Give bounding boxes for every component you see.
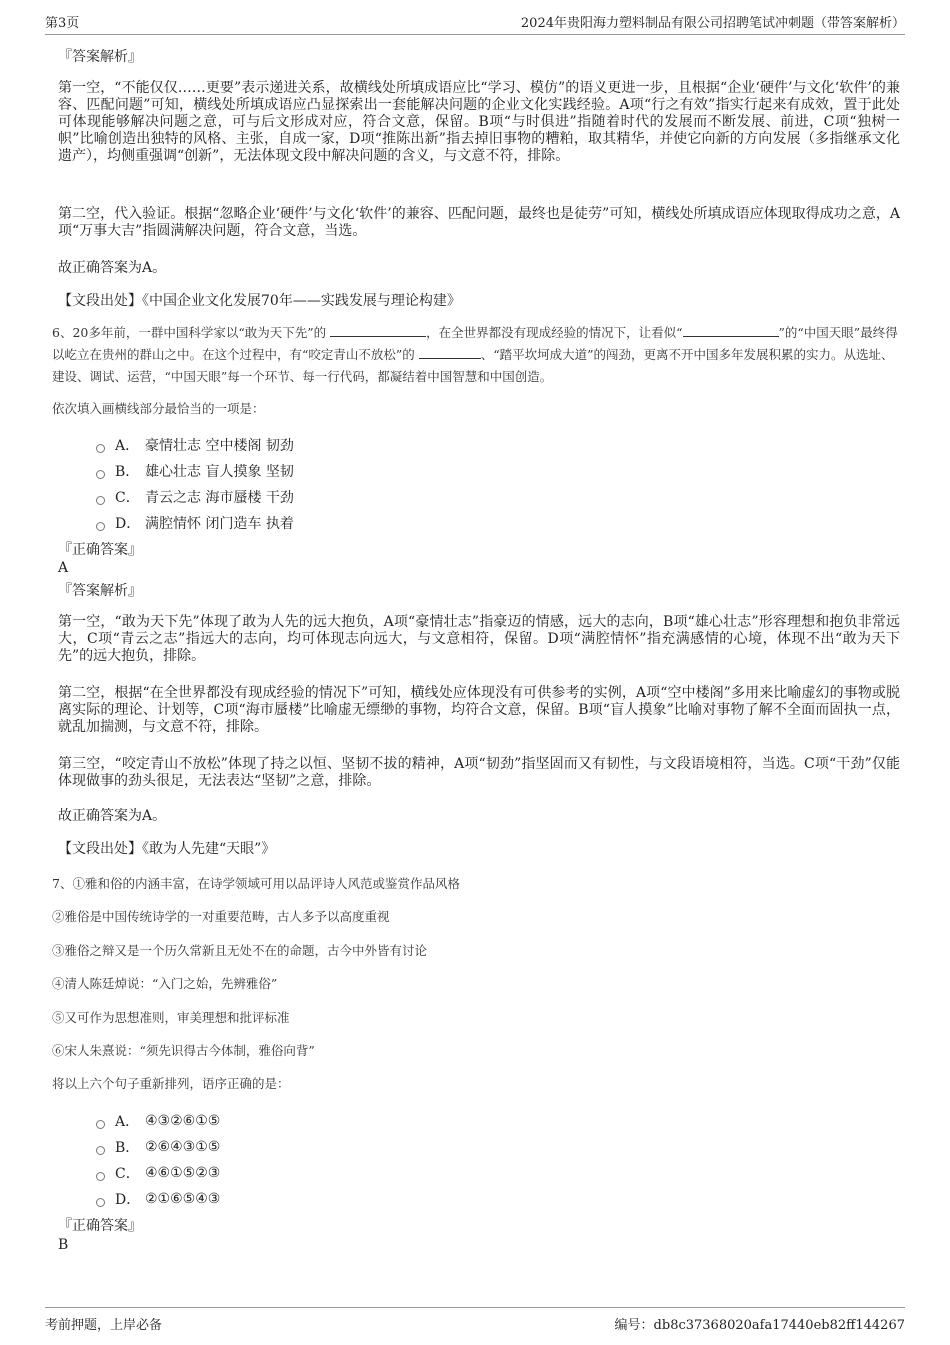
q7-options: [96, 1108, 796, 1212]
q7-sentence-6: ⑥宋人朱熹说：“须先识得古今体制，雅俗向背”: [52, 1043, 315, 1058]
radio-icon[interactable]: [96, 470, 105, 479]
q6-stem-part-3: ”的“中国天眼”最终得以屹立在贵州的群山之中。在这个过程中，有“咬定青山不放松”的: [52, 325, 898, 362]
q6-analysis-label: 『答案解析』: [58, 583, 142, 599]
radio-icon[interactable]: [96, 444, 105, 453]
radio-icon[interactable]: [96, 496, 105, 505]
option-text: 雄心壮志 盲人摸象 坚韧: [145, 464, 294, 480]
q6-blank-1: [330, 324, 426, 337]
q5-analysis-label: 『答案解析』: [58, 49, 142, 65]
q6-stem: [52, 322, 902, 388]
q7-sentence-3: ③雅俗之辩又是一个历久常新且无处不在的命题，古今中外皆有讨论: [52, 943, 428, 958]
q6-answer: A: [58, 560, 69, 576]
q6-conclusion: 故正确答案为A。: [58, 808, 167, 824]
option-letter: A．: [115, 438, 140, 454]
option-text: 青云之志 海市蜃楼 干劲: [145, 490, 294, 506]
radio-icon[interactable]: [96, 1120, 105, 1129]
option-text: ④⑥①⑤②③: [145, 1165, 221, 1181]
q5-analysis-p1: 第一空，“不能仅仅……更要”表示递进关系，故横线处所填成语应比“学习、模仿”的语义更进一步，且根据“企业‘硬件’与文化‘软件’的兼容、匹配问题”可知，横线处所填成语应凸显探索出一套能解决问题的企业文化实践经验。A项“行之有效”指实行起来有成效，置于此处可体现能够解决问题之意，可与后文形成对应，符合文意，保留。B项“与时俱进”指随着时代的发展而不断发展、前进，C项“独树一帜”比喻创造出独特的风格、主张，自成一家，D项“推陈出新”指去掉旧事物的糟粕，取其精华，并使它向新的方向发展（多指继承文化遗产），均侧重强调“创新”，无法体现文段中解决问题的含义，与文意不符，排除。: [58, 80, 900, 164]
q6-option-d[interactable]: [96, 510, 796, 536]
q6-answer-label: 『正确答案』: [58, 542, 142, 558]
footer-slogan: 考前押题，上岸必备: [45, 1318, 163, 1333]
q6-blank-3: [419, 346, 481, 359]
q6-option-a[interactable]: [96, 432, 796, 458]
q7-sentence-5: ⑤又可作为思想准则，审美理想和批评标准: [52, 1010, 290, 1025]
q7-sentence-2: ②雅俗是中国传统诗学的一对重要范畴，古人多予以高度重视: [52, 909, 390, 924]
q6-stem-part-2: ，在全世界都没有现成经验的情况下，让看似“: [426, 325, 683, 340]
q7-option-b[interactable]: [96, 1134, 796, 1160]
option-letter: C．: [115, 490, 140, 506]
option-letter: D．: [115, 1192, 141, 1208]
q7-answer-label: 『正确答案』: [58, 1218, 142, 1234]
option-letter: D．: [115, 516, 141, 532]
q7-sentence-1: 7、①雅和俗的内涵丰富，在诗学领域可用以品评诗人风范或鉴赏作品风格: [52, 876, 460, 891]
radio-icon[interactable]: [96, 1198, 105, 1207]
q6-prompt: 依次填入画横线部分最恰当的一项是：: [52, 401, 265, 416]
document-id: 编号：db8c37368020afa17440eb82ff144267: [614, 1318, 905, 1333]
option-letter: B．: [115, 464, 140, 480]
q6-stem-part-4: 、“踏平坎坷成大道”的闯劲，更离不开中国多年发展积累的实力。从选址、建设、调试、运营，“中国天眼”每一个环节、每一行代码，都凝结着中国智慧和中国创造。: [52, 347, 894, 384]
option-letter: B．: [115, 1140, 140, 1156]
q6-analysis-p3: 第三空，“咬定青山不放松”体现了持之以恒、坚韧不拔的精神，A项“韧劲”指坚固而又有韧性，与文段语境相符，当选。C项“干劲”仅能体现做事的劲头很足，无法表达“坚韧”之意，排除。: [58, 756, 900, 789]
q7-option-d[interactable]: [96, 1186, 796, 1212]
q6-source: 【文段出处】《敢为人先建“天眼”》: [58, 841, 276, 857]
option-text: ②⑥④③①⑤: [145, 1139, 221, 1155]
q7-sentence-4: ④清人陈廷焯说：“入门之始，先辨雅俗”: [52, 976, 278, 991]
page-header: [45, 12, 905, 35]
option-letter: A．: [115, 1114, 140, 1130]
option-text: ④③②⑥①⑤: [145, 1113, 221, 1129]
q6-option-c[interactable]: [96, 484, 796, 510]
radio-icon[interactable]: [96, 522, 105, 531]
page-footer: [45, 1307, 905, 1340]
q5-conclusion: 故正确答案为A。: [58, 260, 167, 276]
option-text: ②①⑥⑤④③: [145, 1191, 221, 1207]
option-letter: C．: [115, 1166, 140, 1182]
document-title: 2024年贵阳海力塑料制品有限公司招聘笔试冲刺题（带答案解析）: [520, 16, 905, 31]
q6-option-b[interactable]: [96, 458, 796, 484]
option-text: 豪情壮志 空中楼阁 韧劲: [145, 438, 294, 454]
radio-icon[interactable]: [96, 1172, 105, 1181]
q7-answer: B: [58, 1237, 69, 1253]
q7-prompt: 将以上六个句子重新排列，语序正确的是：: [52, 1076, 290, 1091]
q6-blank-2: [683, 324, 779, 337]
q7-option-c[interactable]: [96, 1160, 796, 1186]
radio-icon[interactable]: [96, 1146, 105, 1155]
page-number: 第3页: [45, 16, 80, 31]
option-text: 满腔情怀 闭门造车 执着: [145, 516, 294, 532]
q6-analysis-p1: 第一空，“敢为天下先”体现了敢为人先的远大抱负，A项“豪情壮志”指豪迈的情感，远大的志向，B项“雄心壮志”形容理想和抱负非常远大，C项“青云之志”指远大的志向，均可体现志向远大，与文意相符，保留。D项“满腔情怀”指充满感情的心境，体现不出“敢为天下先”的远大抱负，排除。: [58, 614, 900, 664]
q6-analysis-p2: 第二空，根据“在全世界都没有现成经验的情况下”可知，横线处应体现没有可供参考的实例，A项“空中楼阁”多用来比喻虚幻的事物或脱离实际的理论、计划等，C项“海市蜃楼”比喻虚无缥缈的事物，均符合文意，保留。B项“盲人摸象”比喻对事物了解不全面而固执一点，就乱加揣测，与文意不符，排除。: [58, 685, 900, 735]
q7-option-a[interactable]: [96, 1108, 796, 1134]
q6-stem-part-1: 6、20多年前，一群中国科学家以“敢为天下先”的: [52, 325, 331, 340]
q6-options: [96, 432, 796, 536]
q5-analysis-p2: 第二空，代入验证。根据“忽略企业‘硬件’与文化‘软件’的兼容、匹配问题，最终也是徒劳”可知，横线处所填成语应体现取得成功之意，A项“万事大吉”指圆满解决问题，符合文意，当选。: [58, 206, 900, 239]
q5-source: 【文段出处】《中国企业文化发展70年——实践发展与理论构建》: [58, 293, 461, 309]
